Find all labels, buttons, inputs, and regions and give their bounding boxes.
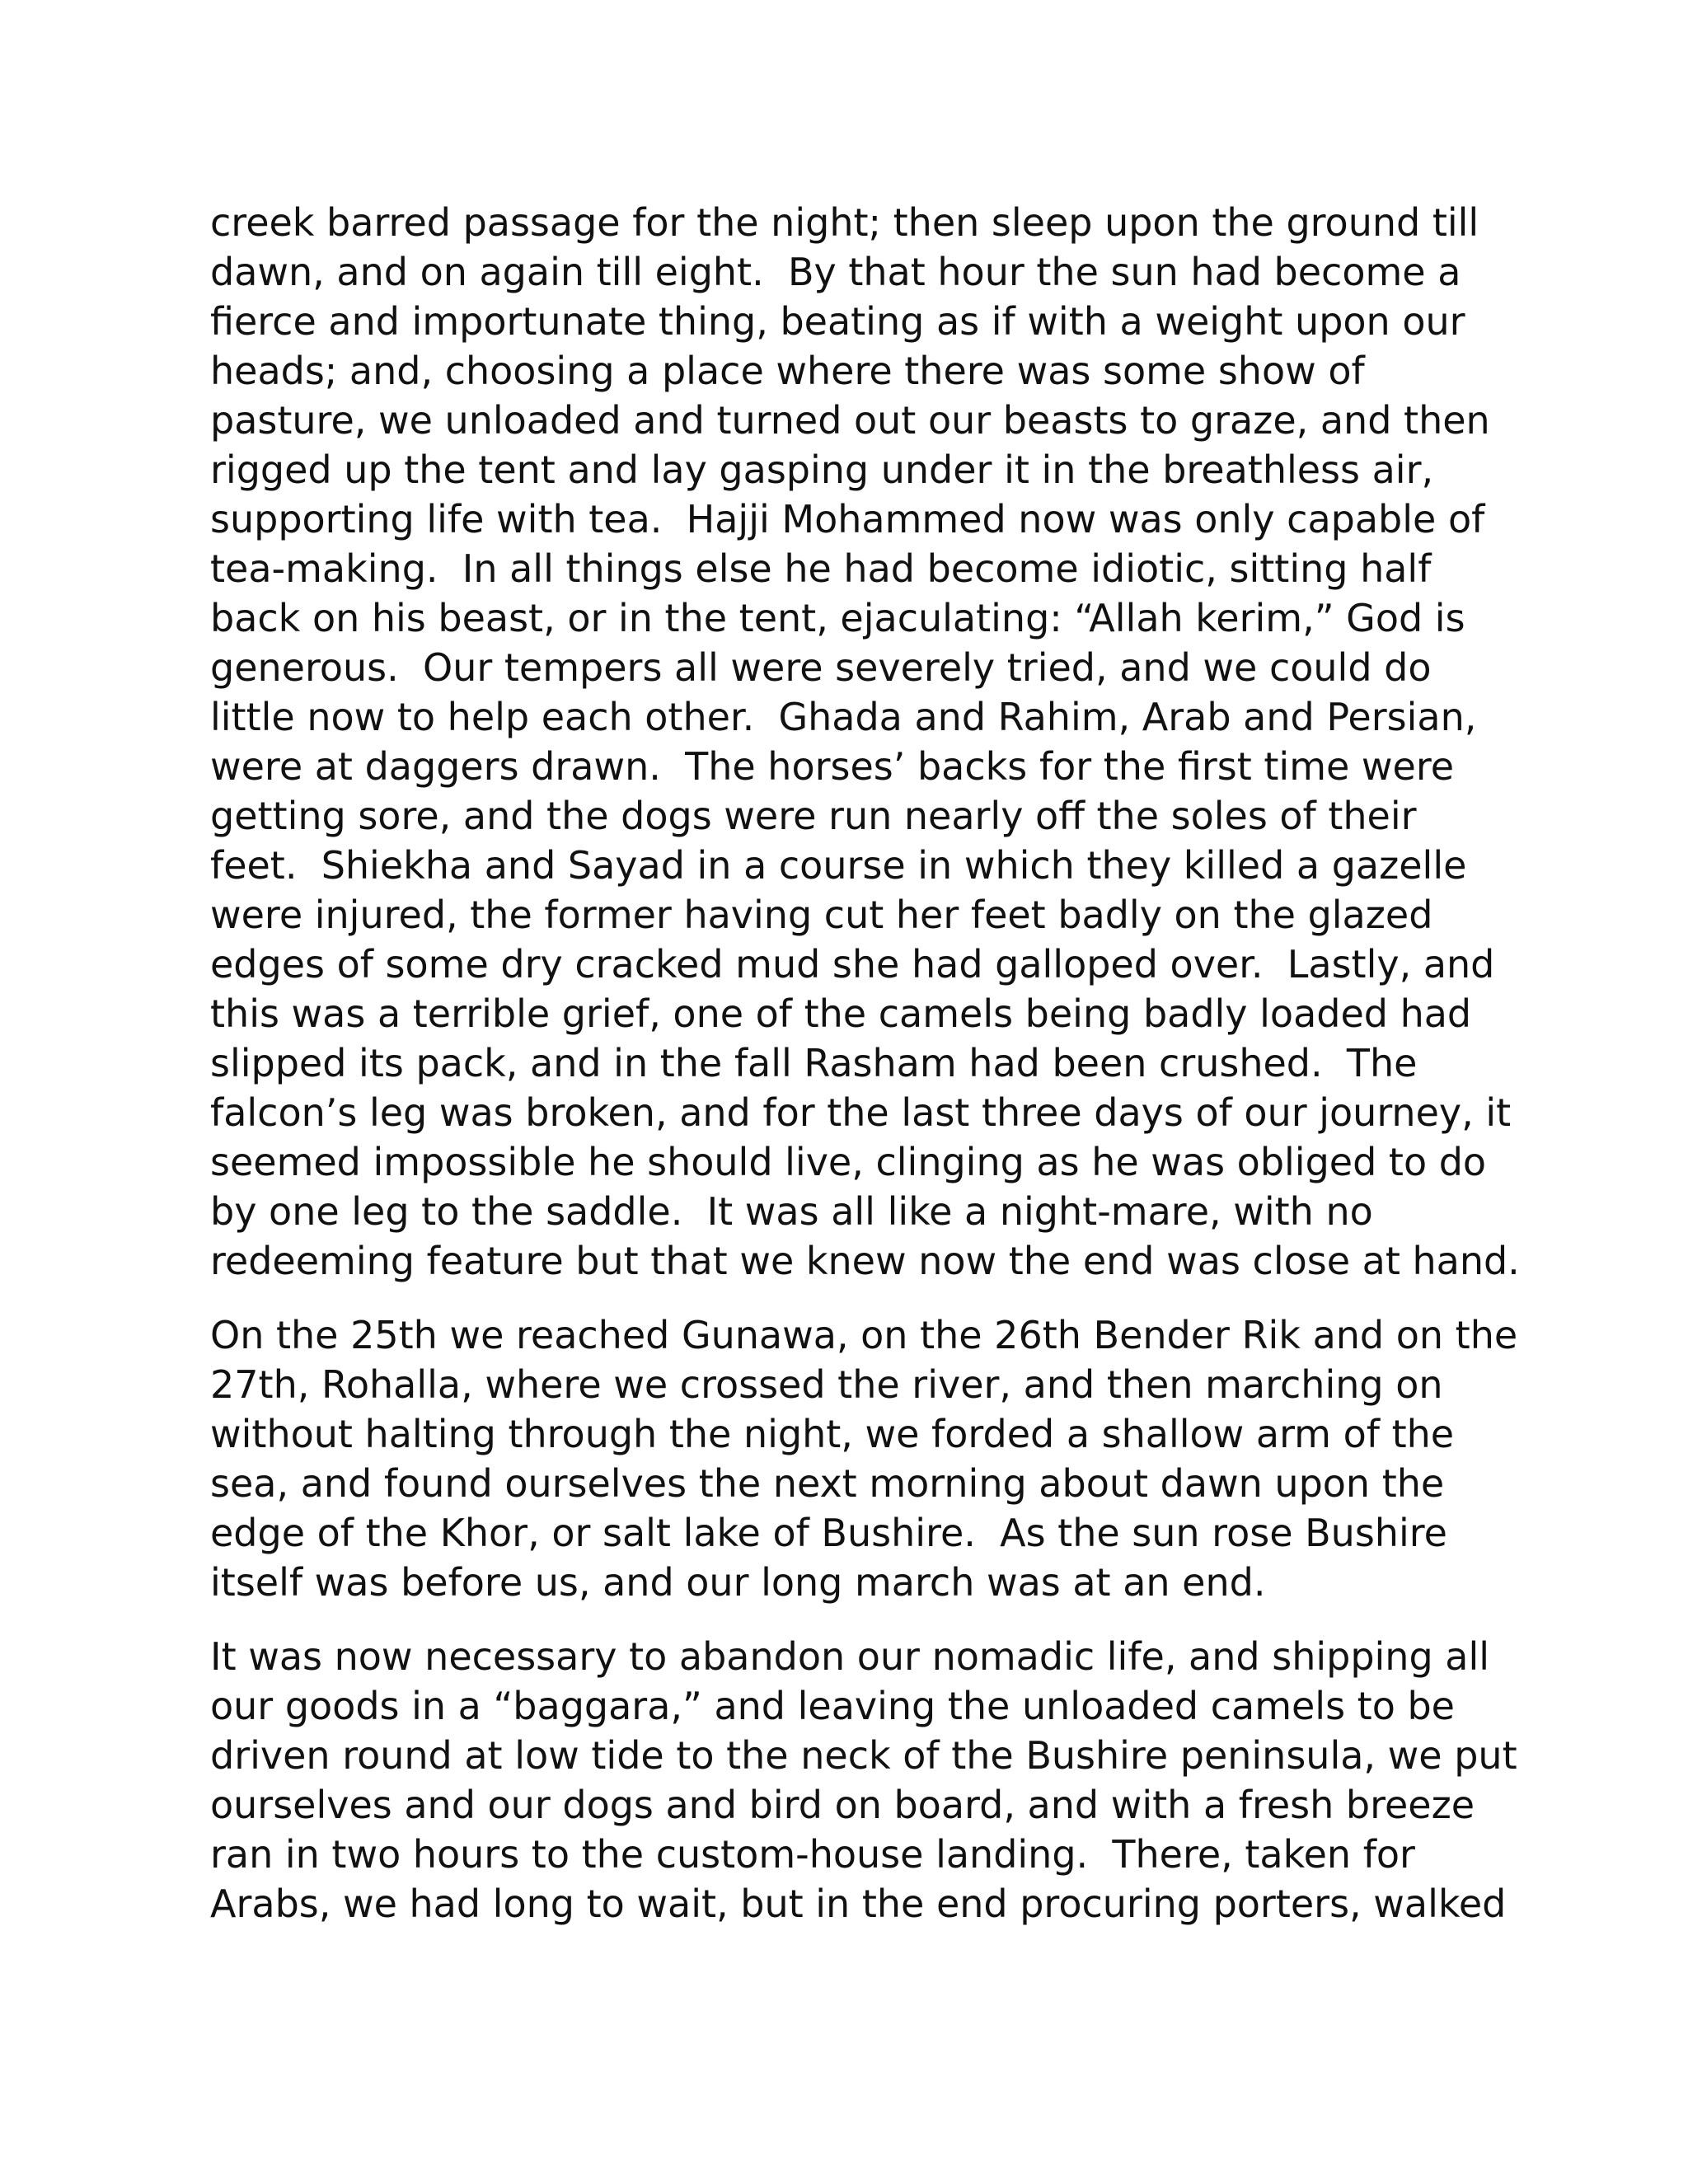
text-line: getting sore, and the dogs were run nearly off the soles of their (210, 794, 1417, 838)
text-line: falcon’s leg was broken, and for the last three days of our journey, it (210, 1090, 1512, 1135)
text-line: were injured, the former having cut her feet badly on the glazed (210, 893, 1433, 937)
text-line: pasture, we unloaded and turned out our beasts to graze, and then (210, 398, 1490, 443)
text-line: back on his beast, or in the tent, ejaculating: “Allah kerim,” God is (210, 596, 1465, 640)
text-line: slipped its pack, and in the fall Rasham had been crushed. The (210, 1041, 1418, 1085)
text-line: On the 25th we reached Gunawa, on the 26th Bender Rik and on the (210, 1313, 1518, 1357)
body-text (210, 198, 1520, 1929)
text-line: driven round at low tide to the neck of the Bushire peninsula, we put (210, 1733, 1517, 1778)
text-line: generous. Our tempers all were severely tried, and we could do (210, 645, 1432, 690)
text-line: It was now necessary to abandon our nomadic life, and shipping all (210, 1634, 1490, 1679)
text-line: ourselves and our dogs and bird on board, and with a fresh breeze (210, 1783, 1475, 1827)
text-line: ran in two hours to the custom-house landing. There, taken for (210, 1832, 1415, 1877)
text-line: edges of some dry cracked mud she had galloped over. Lastly, and (210, 942, 1495, 987)
text-line: supporting life with tea. Hajji Mohammed now was only capable of (210, 497, 1485, 541)
paragraph (210, 1632, 1517, 1929)
text-line: creek barred passage for the night; then sleep upon the ground till (210, 200, 1479, 245)
text-line: 27th, Rohalla, where we crossed the river, and then marching on (210, 1362, 1443, 1407)
text-line: fierce and importunate thing, beating as if with a weight upon our (210, 299, 1465, 344)
text-line: dawn, and on again till eight. By that hour the sun had become a (210, 250, 1461, 294)
text-line: itself was before us, and our long march was at an end. (210, 1560, 1266, 1605)
paragraph (210, 198, 1520, 1286)
text-line: this was a terrible grief, one of the camels being badly loaded had (210, 991, 1472, 1036)
text-line: feet. Shiekha and Sayad in a course in which they killed a gazelle (210, 843, 1467, 888)
paragraph (210, 1310, 1518, 1607)
text-line: redeeming feature but that we knew now the end was close at hand. (210, 1239, 1520, 1283)
text-line: Arabs, we had long to wait, but in the end procuring porters, walked (210, 1882, 1507, 1926)
text-line: edge of the Khor, or salt lake of Bushire. As the sun rose Bushire (210, 1511, 1447, 1555)
text-line: by one leg to the saddle. It was all like a night-mare, with no (210, 1189, 1373, 1234)
text-line: little now to help each other. Ghada and Rahim, Arab and Persian, (210, 695, 1477, 739)
text-line: sea, and found ourselves the next morning about dawn upon the (210, 1461, 1445, 1506)
text-line: rigged up the tent and lay gasping under it in the breathless air, (210, 448, 1434, 492)
text-line: were at daggers drawn. The horses’ backs for the first time were (210, 744, 1455, 789)
text-line: without halting through the night, we forded a shallow arm of the (210, 1412, 1455, 1456)
text-line: heads; and, choosing a place where there was some show of (210, 349, 1365, 393)
text-line: seemed impossible he should live, clinging as he was obliged to do (210, 1140, 1487, 1184)
text-line: tea-making. In all things else he had become idiotic, sitting half (210, 546, 1432, 591)
text-line: our goods in a “baggara,” and leaving the unloaded camels to be (210, 1684, 1455, 1728)
